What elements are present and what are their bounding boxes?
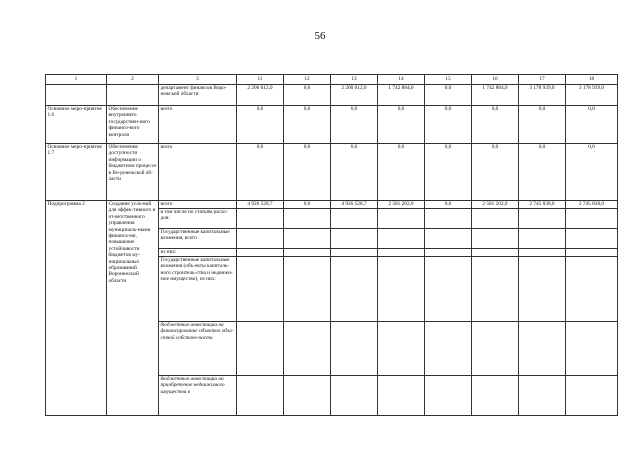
value-cell — [472, 209, 519, 229]
table-row — [46, 201, 618, 209]
row-label: всего — [159, 144, 237, 201]
value-cell — [284, 209, 331, 229]
value-cell: 4 926 528,7 — [237, 201, 284, 209]
value-cell — [284, 322, 331, 376]
value-cell: 0,0 — [284, 106, 331, 144]
value-cell — [566, 376, 618, 416]
column-number-row — [46, 75, 618, 85]
value-cell: 0,0 — [284, 201, 331, 209]
value-cell — [472, 257, 519, 322]
table-row — [46, 144, 618, 201]
value-cell — [331, 229, 378, 249]
table-cell — [46, 85, 107, 106]
row-label: из них: — [159, 249, 237, 257]
row-label: всего — [159, 106, 237, 144]
value-cell — [519, 209, 566, 229]
value-cell — [284, 249, 331, 257]
value-cell — [472, 376, 519, 416]
table-cell — [107, 85, 159, 106]
value-cell — [378, 257, 425, 322]
value-cell — [566, 322, 618, 376]
value-cell: 2 745 838,0 — [519, 201, 566, 209]
header-cell: 13 — [331, 75, 378, 85]
row-description: Обеспечение внутреннего государствен-ного финансо-вого контроля — [107, 106, 159, 144]
value-cell: 0,0 — [331, 144, 378, 201]
value-cell: 0,0 — [566, 106, 618, 144]
value-cell — [472, 249, 519, 257]
value-cell — [425, 249, 472, 257]
value-cell — [237, 249, 284, 257]
header-cell: 14 — [378, 75, 425, 85]
value-cell: 2 745 838,0 — [566, 201, 618, 209]
row-description: Создание усло-вий для эффек-тивного и от-ветственного управления муниципаль-ными финанса-ми, повышение устойчивости бюджетов му-ниципальных образований Воронежской области — [107, 201, 159, 416]
row-label: бюджетные инвестиции на финансирование объектов обла-стной собствен-ности — [159, 322, 237, 376]
value-cell: 0,0 — [378, 106, 425, 144]
value-cell — [519, 257, 566, 322]
value-cell — [378, 249, 425, 257]
value-cell: 1 742 884,0 — [472, 85, 519, 106]
value-cell — [378, 229, 425, 249]
value-cell — [284, 376, 331, 416]
page-number: 56 — [314, 30, 326, 42]
value-cell: 0,0 — [425, 106, 472, 144]
header-cell: 15 — [425, 75, 472, 85]
row-label: Государственные капитальные вложения (объ-екты капиталь-ного строитель-ства и недвижи-мое имущество), из них: — [159, 257, 237, 322]
value-cell: 0,0 — [237, 106, 284, 144]
value-cell — [331, 209, 378, 229]
value-cell: 0,0 — [566, 144, 618, 201]
header-cell: 3 — [159, 75, 237, 85]
value-cell: 0,0 — [331, 106, 378, 144]
row-label: бюджетные инвестиции на приобретение недвижимого имущества в — [159, 376, 237, 416]
value-cell: 0,0 — [519, 144, 566, 201]
row-title: Основное меро-приятие 1.7 — [46, 144, 107, 201]
value-cell — [425, 209, 472, 229]
value-cell — [566, 229, 618, 249]
value-cell — [519, 249, 566, 257]
value-cell — [472, 322, 519, 376]
value-cell — [331, 249, 378, 257]
header-cell: 1 — [46, 75, 107, 85]
value-cell — [378, 322, 425, 376]
value-cell — [331, 322, 378, 376]
value-cell: 0,0 — [284, 85, 331, 106]
header-cell: 11 — [237, 75, 284, 85]
value-cell: 4 926 528,7 — [331, 201, 378, 209]
value-cell — [331, 376, 378, 416]
value-cell: 3 178 939,0 — [519, 85, 566, 106]
header-cell: 12 — [284, 75, 331, 85]
value-cell — [331, 257, 378, 322]
header-cell: 18 — [566, 75, 618, 85]
header-cell: 2 — [107, 75, 159, 85]
header-cell: 17 — [519, 75, 566, 85]
value-cell — [566, 257, 618, 322]
value-cell: 0,0 — [378, 144, 425, 201]
value-cell — [425, 322, 472, 376]
value-cell — [237, 209, 284, 229]
value-cell — [425, 229, 472, 249]
value-cell: 0,0 — [472, 144, 519, 201]
value-cell — [378, 209, 425, 229]
value-cell — [284, 229, 331, 249]
value-cell: 2 200 012,0 — [237, 85, 284, 106]
value-cell: 2 581 202,0 — [472, 201, 519, 209]
row-title: Подпрограмма 2 — [46, 201, 107, 416]
value-cell — [519, 376, 566, 416]
value-cell: 0,0 — [284, 144, 331, 201]
value-cell — [378, 376, 425, 416]
row-description: Обеспечение доступности информации о бюджетном процессе в Во-ронежской об-ласти — [107, 144, 159, 201]
value-cell: 2 581 202,0 — [378, 201, 425, 209]
value-cell — [425, 257, 472, 322]
value-cell: 0,0 — [425, 85, 472, 106]
value-cell: 0,0 — [425, 201, 472, 209]
row-title: Основное меро-приятие 1.6 — [46, 106, 107, 144]
value-cell: 0,0 — [519, 106, 566, 144]
budget-table — [45, 74, 618, 416]
value-cell — [237, 257, 284, 322]
value-cell — [472, 229, 519, 249]
row-label: Государственные капитальные вложения, всего — [159, 229, 237, 249]
value-cell: 3 178 939,0 — [566, 85, 618, 106]
row-label: всего — [159, 201, 237, 209]
value-cell — [519, 322, 566, 376]
row-label: департамент финансов Воро-нежской области — [159, 85, 237, 106]
value-cell: 0,0 — [472, 106, 519, 144]
value-cell — [566, 249, 618, 257]
value-cell: 0,0 — [425, 144, 472, 201]
value-cell — [237, 376, 284, 416]
value-cell — [237, 229, 284, 249]
table-row — [46, 106, 618, 144]
value-cell — [237, 322, 284, 376]
table-row — [46, 85, 618, 106]
value-cell: 2 200 012,0 — [331, 85, 378, 106]
header-cell: 16 — [472, 75, 519, 85]
value-cell: 1 742 884,0 — [378, 85, 425, 106]
value-cell — [425, 376, 472, 416]
value-cell: 0,0 — [237, 144, 284, 201]
value-cell — [566, 209, 618, 229]
row-label: в том числе по статьям расхо-дов: — [159, 209, 237, 229]
value-cell — [284, 257, 331, 322]
value-cell — [519, 229, 566, 249]
